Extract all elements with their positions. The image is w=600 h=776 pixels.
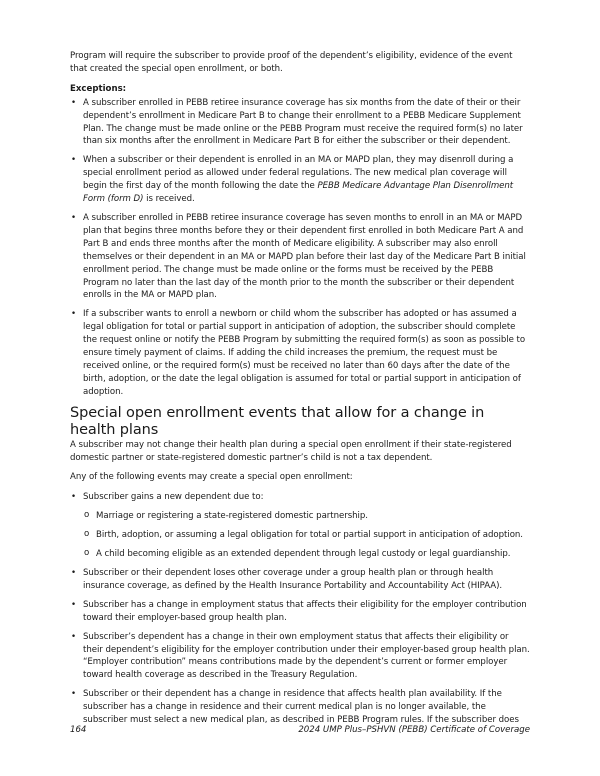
section-paragraph: A subscriber may not change their health plan during a special open enrollment if their state-registered domestic partner or state-registered domestic partner’s child is not a tax dependent.	[70, 439, 512, 463]
section-heading: Special open enrollment events that allow for a change in health plans	[70, 404, 485, 438]
form-d-title: PEBB Medicare Advantage Plan Disenrollment Form (form D)	[83, 181, 514, 205]
event-item: • Subscriber or their dependent loses other coverage under a group health plan or through health insurance coverage, as defined by the Health Insurance Portability and Accountability Act (HIPAA).	[70, 567, 530, 593]
event-item: • Subscriber gains a new dependent due to: o Marriage or registering a state-registered domestic partnership. o Birth, adoption, or assuming a legal obligation for total or partial support in anticipation of adoption. o A child becoming eligible as an extended dependent through legal custody or legal guardianship.	[70, 491, 530, 561]
exceptions-heading: Exceptions:	[70, 83, 127, 94]
document-title: 2024 UMP Plus–PSHVN (PEBB) Certificate of Coverage	[298, 725, 530, 735]
exceptions-list	[70, 97, 530, 399]
exception-item: • If a subscriber wants to enroll a newborn or child whom the subscriber has adopted or has assumed a legal obligation for total or partial support in anticipation of adoption, the subscriber should complete the request online or notify the PEBB Program by submitting the required form(s) as soon as possible to ensure timely payment of claims. If adding the child increases the premium, the request must be received online, or the required form(s) must be received no later than 60 days after the date of the birth, adoption, or the date the legal obligation is assumed for total or partial support in anticipation of adoption.	[70, 308, 530, 398]
event-item: • Subscriber has a change in employment status that affects their eligibility for the employer contribution toward their employer-based group health plan.	[70, 599, 530, 625]
events-list	[70, 491, 530, 727]
exception-item: • A subscriber enrolled in PEBB retiree insurance coverage has seven months to enroll in an MA or MAPD plan that begins three months before they or their dependent first enrolled in both Medicare Part A and Part B and ends three months after the month of Medicare eligibility. A subscriber may also enroll themselves or their dependent in an MA or MAPD plan before their last day of the Medicare Part B initial enrollment period. The change must be made online or the forms must be received by the PEBB Program no later than the last day of the month prior to the month the subscriber or their dependent enrolls in the MA or MAPD plan.	[70, 212, 530, 302]
event-subitem: o A child becoming eligible as an extended dependent through legal custody or legal guardianship.	[83, 548, 530, 561]
exception-item: • A subscriber enrolled in PEBB retiree insurance coverage has six months from the date of their or their dependent’s enrollment in Medicare Part B to change their enrollment to a PEBB Medicare Supplement Plan. The change must be made online or the PEBB Program must receive the required form(s) no later than six months after the enrollment in Medicare Part B for either the subscriber or their dependent.	[70, 97, 530, 149]
event-item: • Subscriber’s dependent has a change in their own employment status that affects their eligibility or their dependent’s eligibility for the employer contribution under their employer-based group health plan. “Employer contribution” means contributions made by the dependent’s current or former employer toward health coverage as described in the Treasury Regulation.	[70, 631, 530, 683]
intro-paragraph: Program will require the subscriber to provide proof of the dependent’s eligibility, evidence of the event that created the special open enrollment, or both.	[70, 51, 513, 74]
event-subitem: o Marriage or registering a state-registered domestic partnership.	[83, 510, 530, 523]
event-sublist	[83, 510, 530, 561]
exceptions-block	[70, 83, 530, 399]
exception-item: • When a subscriber or their dependent is enrolled in an MA or MAPD plan, they may disenroll during a special enrollment period as allowed under federal regulations. The new medical plan coverage will begin the first day of the month following the date the PEBB Medicare Advantage Plan Disenrollment Form (form D) is received.	[70, 154, 530, 206]
page-number: 164	[70, 725, 87, 735]
section-paragraph: Any of the following events may create a special open enrollment:	[70, 472, 353, 483]
event-item: • Subscriber or their dependent has a change in residence that affects health plan availability. If the subscriber has a change in residence and their current medical plan is no longer available, the subscriber must select a new medical plan, as described in PEBB Program rules. If the subscriber does	[70, 688, 530, 727]
event-subitem: o Birth, adoption, or assuming a legal obligation for total or partial support in anticipation of adoption.	[83, 529, 530, 542]
